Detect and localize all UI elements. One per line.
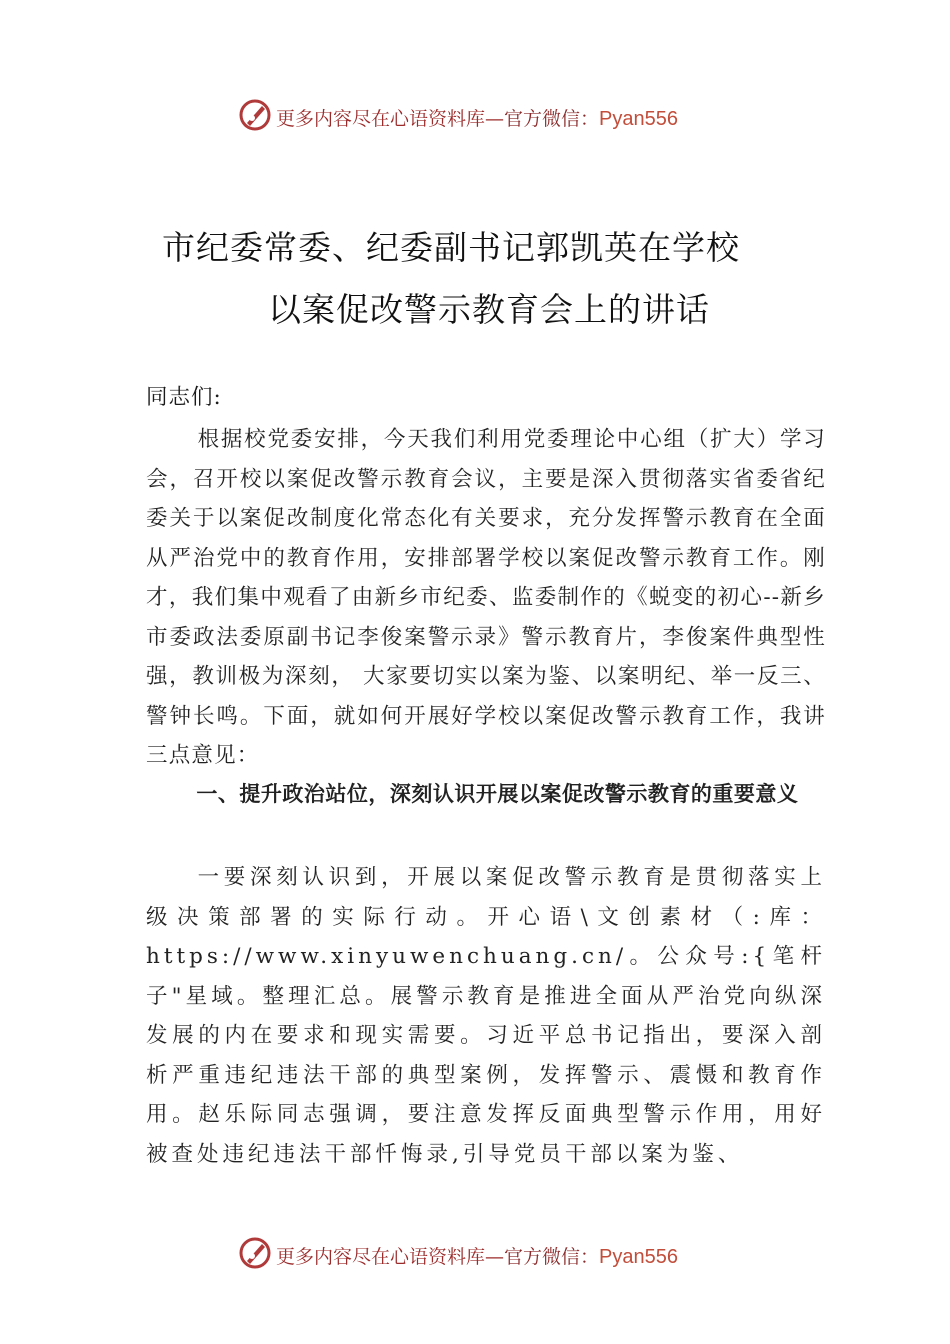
salutation: 同志们: <box>146 385 222 410</box>
wechat-id: Pyan556 <box>599 1246 678 1268</box>
paragraph-text: 根据校党委安排，今天我们利用党委理论中心组（扩大）学习会，召开校以案促改警示教育会议，主要是深入贯彻落实省委省纪委关于以案促改制度化常态化有关要求，充分发挥警示教育在全面从严治党中的教育作用，安排部署学校以案促改警示教育工作。刚才，我们集中观看了由新乡市纪委、监委制作的《蜕变的初心--新乡市委政法委原副书记李俊案警示录》警示教育片，李俊案件典型性强，教训极为深刻， 大家要切实以案为鉴、以案明纪、举一反三、警钟长鸣。下面，就如何开展好学校以案促改警示教育工作，我讲三点意见： <box>146 427 826 768</box>
document-title-line-1: 市纪委常委、纪委副书记郭凯英在学校 <box>162 228 740 267</box>
footer-banner <box>0 1234 950 1274</box>
section-heading <box>146 774 826 815</box>
document-title-line-2: 以案促改警示教育会上的讲话 <box>268 290 710 329</box>
pen-seal-icon <box>238 1236 272 1270</box>
paragraph <box>146 858 826 1174</box>
pen-seal-icon <box>238 98 272 132</box>
banner-text: 更多内容尽在心语资料库—官方微信：Pyan556 <box>276 108 678 130</box>
wechat-id: Pyan556 <box>599 108 678 130</box>
paragraph-text: 一要深刻认识到，开展以案促改警示教育是贯彻落实上级决策部署的实际行动。开心语\文创素材（:库：https://www.xinyuwenchuang.cn/。公众号:{笔杆子"星域。整理汇总。展警示教育是推进全面从严治党向纵深发展的内在要求和现实需要。习近平总书记指出，要深入剖析严重违纪违法干部的典型案例，发挥警示、震慑和教育作用。赵乐际同志强调，要注意发挥反面典型警示作用，用好被查处违纪违法干部忏悔录,引导党员干部以案为鉴、 <box>146 865 826 1167</box>
header-banner <box>0 96 950 136</box>
paragraph <box>146 420 826 776</box>
section-heading-text: 一、提升政治站位，深刻认识开展以案促改警示教育的重要意义 <box>196 782 799 806</box>
banner-text: 更多内容尽在心语资料库—官方微信：Pyan556 <box>276 1246 678 1268</box>
